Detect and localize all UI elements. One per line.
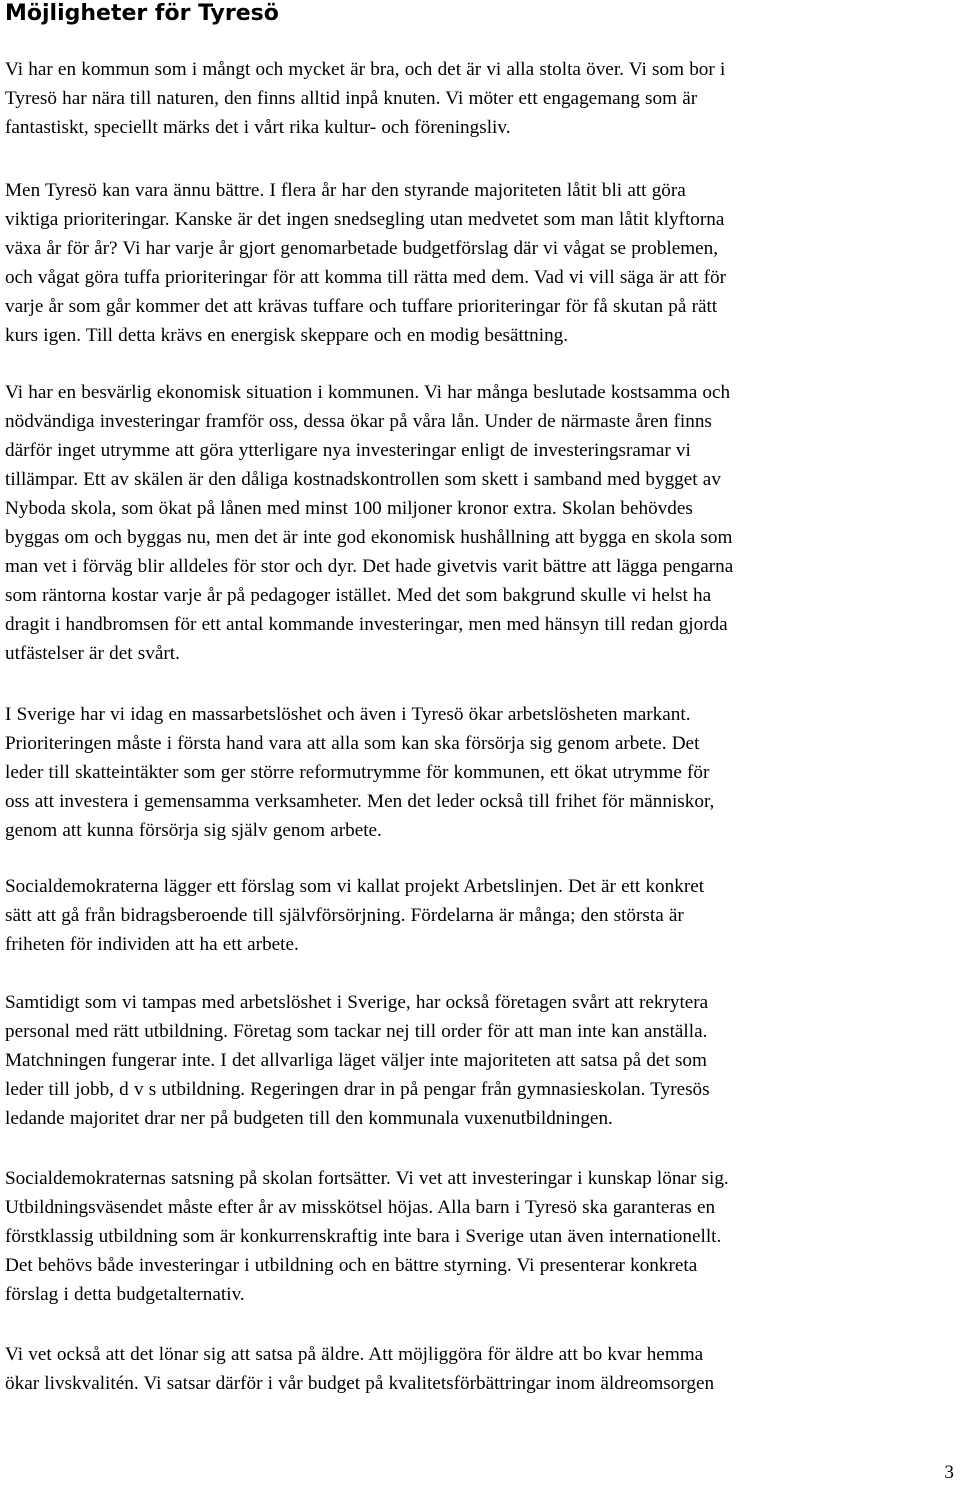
paragraph-line: ökar livskvalitén. Vi satsar därför i vår budget på kvalitetsförbättringar inom äldreomsorgen xyxy=(5,1373,715,1394)
paragraph-line: förstklassig utbildning som är konkurrenskraftig inte bara i Sverige utan även internationellt. xyxy=(5,1226,722,1247)
paragraph-line: växa år för år? Vi har varje år gjort genomarbetade budgetförslag där vi vågat se problemen, xyxy=(5,238,719,259)
paragraph-line: fantastiskt, speciellt märks det i vårt rika kultur- och föreningsliv. xyxy=(5,117,511,138)
paragraph-line: Vi vet också att det lönar sig att satsa på äldre. Att möjliggöra för äldre att bo kvar hemma xyxy=(5,1344,704,1365)
paragraph-line: kurs igen. Till detta krävs en energisk skeppare och en modig besättning. xyxy=(5,325,569,346)
paragraph-line: tillämpar. Ett av skälen är den dåliga kostnadskontrollen som skett i samband med bygget av xyxy=(5,469,721,490)
paragraph-line: nödvändiga investeringar framför oss, dessa ökar på våra lån. Under de närmaste åren finns xyxy=(5,411,712,432)
paragraph-line: Vi har en besvärlig ekonomisk situation i kommunen. Vi har många beslutade kostsamma och xyxy=(5,382,731,403)
paragraph-unemployment xyxy=(5,700,714,845)
paragraph-line: förslag i detta budgetalternativ. xyxy=(5,1284,245,1305)
paragraph-line: Men Tyresö kan vara ännu bättre. I flera år har den styrande majoriteten låtit bli att göra xyxy=(5,180,686,201)
paragraph-line: leder till jobb, d v s utbildning. Regeringen drar in på pengar från gymnasieskolan. Tyresös xyxy=(5,1079,710,1100)
paragraph-line: som räntorna kostar varje år på pedagoger istället. Med det som bakgrund skulle vi helst ha xyxy=(5,585,712,606)
paragraph-line: Tyresö har nära till naturen, den finns alltid inpå knuten. Vi möter ett engagemang som är xyxy=(5,88,698,109)
paragraph-line: viktiga prioriteringar. Kanske är det ingen snedsegling utan medvetet som man låtit klyftorna xyxy=(5,209,725,230)
paragraph-line: leder till skatteintäkter som ger större reformutrymme för kommunen, ett ökat utrymme för xyxy=(5,762,710,783)
paragraph-line: personal med rätt utbildning. Företag som tackar nej till order för att man inte kan anställa. xyxy=(5,1021,708,1042)
paragraph-priorities xyxy=(5,176,726,350)
paragraph-line: varje år som går kommer det att krävas tuffare och tuffare prioriteringar för få skutan på rätt xyxy=(5,296,718,317)
paragraph-line: Nyboda skola, som ökat på lånen med minst 100 miljoner kronor extra. Skolan behövdes xyxy=(5,498,693,519)
paragraph-line: därför inget utrymme att göra ytterligare nya investeringar enligt de investeringsramar vi xyxy=(5,440,691,461)
paragraph-line: Vi har en kommun som i mångt och mycket är bra, och det är vi alla stolta över. Vi som bor i xyxy=(5,59,726,80)
paragraph-line: friheten för individen att ha ett arbete. xyxy=(5,934,299,955)
paragraph-line: oss att investera i gemensamma verksamheter. Men det leder också till frihet för människor, xyxy=(5,791,715,812)
paragraph-intro xyxy=(5,55,725,142)
paragraph-line: utfästelser är det svårt. xyxy=(5,643,180,664)
paragraph-line: och vågat göra tuffa prioriteringar för att komma till rätta med dem. Vad vi vill säga är att för xyxy=(5,267,726,288)
paragraph-school xyxy=(5,1164,729,1309)
paragraph-economy xyxy=(5,378,733,668)
paragraph-line: Utbildningsväsendet måste efter år av misskötsel höjas. Alla barn i Tyresö ska garanteras en xyxy=(5,1197,716,1218)
paragraph-line: ledande majoritet drar ner på budgeten till den kommunala vuxenutbildningen. xyxy=(5,1108,613,1129)
paragraph-line: sätt att gå från bidragsberoende till självförsörjning. Fördelarna är många; den största är xyxy=(5,905,684,926)
paragraph-line: Prioriteringen måste i första hand vara att alla som kan ska försörja sig genom arbete. Det xyxy=(5,733,700,754)
paragraph-line: byggas om och byggas nu, men det är inte god ekonomisk hushållning att bygga en skola som xyxy=(5,527,733,548)
paragraph-recruitment xyxy=(5,988,710,1133)
paragraph-line: Samtidigt som vi tampas med arbetslöshet i Sverige, har också företagen svårt att rekrytera xyxy=(5,992,709,1013)
paragraph-line: Socialdemokraternas satsning på skolan fortsätter. Vi vet att investeringar i kunskap lönar sig. xyxy=(5,1168,729,1189)
paragraph-line: man vet i förväg blir alldeles för stor och dyr. Det hade givetvis varit bättre att lägga pengarna xyxy=(5,556,734,577)
paragraph-line: Socialdemokraterna lägger ett förslag som vi kallat projekt Arbetslinjen. Det är ett konkret xyxy=(5,876,705,897)
paragraph-line: Matchningen fungerar inte. I det allvarliga läget väljer inte majoriteten att satsa på det som xyxy=(5,1050,707,1071)
paragraph-line: I Sverige har vi idag en massarbetslöshet och även i Tyresö ökar arbetslösheten markant. xyxy=(5,704,691,725)
paragraph-elderly xyxy=(5,1340,714,1398)
document-page xyxy=(5,0,957,1394)
paragraph-line: dragit i handbromsen för ett antal kommande investeringar, men med hänsyn till redan gjorda xyxy=(5,614,728,635)
page-title: Möjligheter för Tyresö xyxy=(5,1,279,26)
paragraph-arbetslinjen xyxy=(5,872,704,959)
page-number: 3 xyxy=(944,1462,954,1483)
paragraph-line: genom att kunna försörja sig själv genom arbete. xyxy=(5,820,382,841)
paragraph-line: Det behövs både investeringar i utbildning och en bättre styrning. Vi presenterar konkreta xyxy=(5,1255,698,1276)
